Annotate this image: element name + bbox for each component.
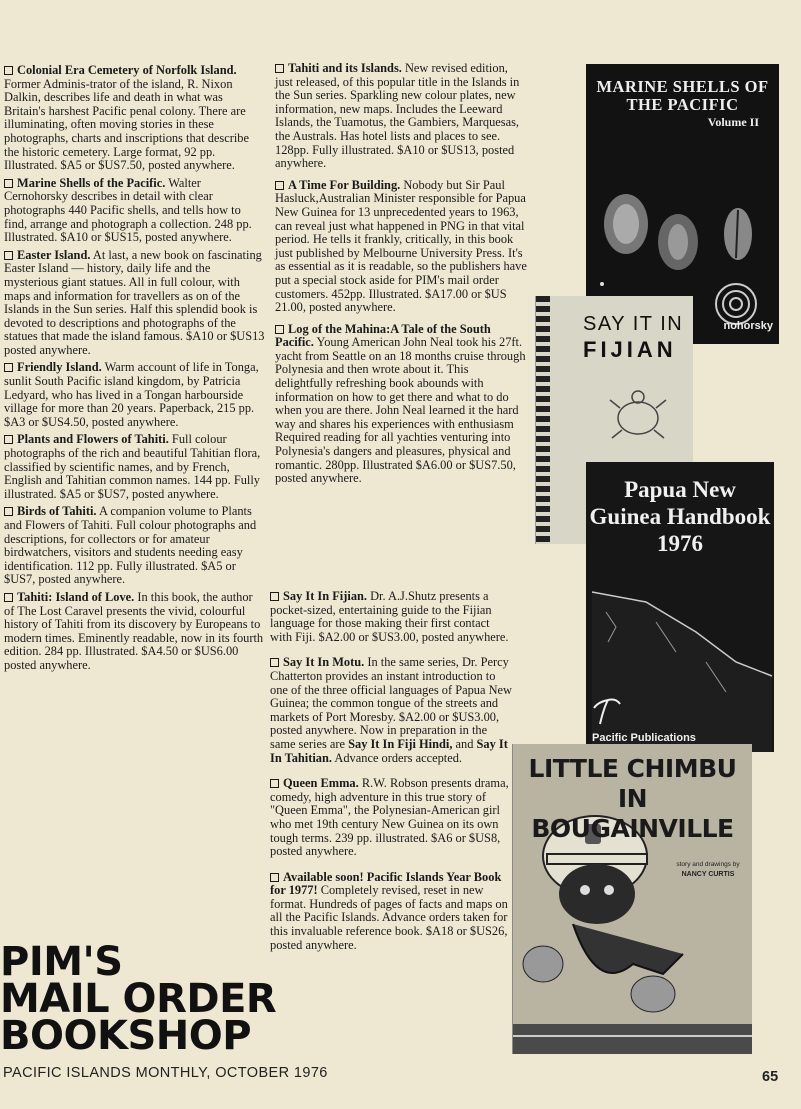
order-checkbox[interactable]	[4, 179, 13, 188]
book-description: Completely revised, reset in new format. Hundreds of pages of facts and maps on all the Pacific Islands. Advance orders taken for this invaluable reference book. $A18 or $US26, posted anywhere.	[270, 883, 508, 952]
order-checkbox[interactable]	[275, 64, 284, 73]
book-entry	[270, 656, 512, 765]
cover-author: nohorsky	[723, 320, 773, 332]
order-checkbox[interactable]	[4, 251, 13, 260]
magazine-footer: PACIFIC ISLANDS MONTHLY, OCTOBER 1976	[3, 1065, 328, 1081]
book-description: A companion volume to Plants and Flowers of Tahiti. Full colour photographs and descriptions, for collectors or for amateur birdwatchers, visitors and students needing easy identification. 112 pp. Fully illustrated. $A5 or $US7, posted anywhere.	[4, 504, 257, 587]
page-number: 65	[762, 1069, 779, 1085]
cover-title-line2: FIJIAN	[583, 337, 677, 362]
bookshop-logo	[0, 939, 277, 1059]
book-entry	[275, 323, 527, 486]
cover-title: MARINE SHELLS OF THE PACIFIC	[596, 77, 769, 114]
column-middle	[275, 62, 527, 494]
book-title: Tahiti and its Islands.	[288, 61, 402, 75]
book-entry	[270, 871, 512, 953]
book-entry	[270, 777, 512, 859]
cover-volume: Volume II	[707, 115, 759, 129]
book-description: New revised edition, just released, of this popular title in the Islands in the Sun series. Sparkling new colour plates, new information, new maps. Includes the Leeward Islands, the Tuamotus, the Gambiers, Marquesas, the Australs. Has hotel lists and places to see. 128pp. Fully illustrated. $A10 or $US13, posted anywhere.	[275, 61, 520, 171]
order-checkbox[interactable]	[4, 363, 13, 372]
book-description: In this book, the author of The Lost Caravel presents the vivid, colourful history of Tahiti from its discovery by Europeans to modern times. Eminently readable, now in its fourth edition. 284 pp. Illustrated. $A4.50 or $US6.00 posted anywhere.	[4, 589, 264, 672]
book-entry	[4, 591, 266, 673]
order-checkbox[interactable]	[4, 66, 13, 75]
book-title: Friendly Island.	[17, 360, 102, 375]
cover-title-line1: SAY IT IN	[583, 313, 684, 335]
logo-line3: BOOKSHOP	[0, 1013, 252, 1059]
book-entry	[270, 590, 512, 644]
credit-name: NANCY CURTIS	[681, 871, 735, 878]
book-entry	[4, 177, 266, 245]
order-checkbox[interactable]	[270, 779, 279, 788]
book-title: Available soon! Pacific Islands Year Book for 1977!	[270, 869, 502, 898]
cover-credit	[676, 860, 740, 880]
book-title: Say It In Fijian.	[283, 589, 367, 603]
book-description: Young American John Neal took his 27ft. yacht from Seattle on an 18 months cruise through Polynesia and then wrote about it. This delightfully refreshing book abounds with information on how to get there and what to do when you are there. John Neal learned it the hard way and shares his experiences with enthusiasm Required reading for all yachties venturing into Polynesia's dangers and pleasures, physical and romantic. 280pp. Illustrated $A6.00 or $US7.50, posted anywhere.	[275, 335, 526, 486]
book-entry	[4, 361, 266, 429]
book-description: and	[452, 736, 477, 751]
book-entry	[4, 249, 266, 358]
book-description: Dr. A.J.Shutz presents a pocket-sized, entertaining guide to the Fijian language for those making their first contact with Fiji. $A2.00 or $US3.00, posted anywhere.	[270, 589, 509, 644]
credit-line: story and drawings by	[676, 861, 740, 868]
book-description: At last, a new book on fascinating Easter Island — history, daily life and the mysterious giant statues. All in full colour, with maps and information for travellers as on of the Islands in the Sun series. Half this splendid book is devoted to descriptions and photographs of the statues that made the island famous. $A10 or $US13 posted anywhere.	[4, 247, 265, 357]
book-title: Easter Island.	[17, 247, 91, 262]
book-title-inline: Say It In Tahitian.	[270, 736, 508, 765]
book-title: Birds of Tahiti.	[17, 504, 97, 519]
order-checkbox[interactable]	[275, 181, 284, 190]
book-description: Full colour photographs of the rich and beautiful Tahitian flora, classified by scientific names, and by French, English and Tahitian common names. 144 pp. Fully illustrated. $A5 or $US7, posted anywhere.	[4, 432, 261, 501]
order-checkbox[interactable]	[275, 325, 284, 334]
order-checkbox[interactable]	[270, 658, 279, 667]
cover-png-handbook	[586, 462, 774, 752]
order-checkbox[interactable]	[4, 593, 13, 602]
book-title: A Time For Building.	[288, 177, 401, 192]
order-checkbox[interactable]	[4, 435, 13, 444]
book-title: Plants and Flowers of Tahiti.	[17, 432, 169, 447]
order-checkbox[interactable]	[4, 507, 13, 516]
logo-line2: MAIL ORDER	[0, 976, 277, 1022]
book-title: Colonial Era Cemetery of Norfolk Island.	[17, 63, 237, 77]
cover-title: LITTLE CHIMBU IN BOUGAINVILLE	[528, 754, 737, 843]
book-description: Walter Cernohorsky describes in detail with clear photographs 440 Pacific shells, and tells how to find, arrange and photograph a collection. 248 pp. Illustrated. $A10 or $US15, posted anywhere.	[4, 175, 252, 245]
book-entry	[4, 505, 266, 587]
book-description: Former Adminis-trator of the island, R. Nixon Dalkin, describes life and death in what was Britain's harshest Pacific penal colony. There are illuminating, often moving stories in these photographs, charts and inscriptions that describe the historic cemetery. Large format, 92 pp. Illustrated. $A5 or $US7.50, posted anywhere.	[4, 76, 249, 173]
order-checkbox[interactable]	[270, 592, 279, 601]
book-title: Queen Emma.	[283, 776, 359, 791]
book-description: Advance orders accepted.	[332, 750, 463, 765]
order-checkbox[interactable]	[270, 873, 279, 882]
book-entry	[275, 179, 527, 315]
book-entry	[275, 62, 527, 171]
cover-title: Papua New Guinea Handbook 1976	[589, 477, 771, 556]
book-title: Log of the Mahina:A Tale of the South Pacific.	[275, 321, 491, 350]
book-title: Tahiti: Island of Love.	[17, 589, 135, 604]
book-description: Nobody but Sir Paul Hasluck,Australian Minister responsible for Papua New Guinea for 13 unprecedented years to 1963, can reveal just what happened in PNG in that vital period. He tells it frankly, critically, in this book just published by Melbourne University Press. It's as essential as it is readable, so the publishers have put a special stock aside for PIM's mail order customers. 452pp. Illustrated. $A17.00 or $US 21.00, posted anywhere.	[275, 177, 527, 315]
book-description: Warm account of life in Tonga, sunlit South Pacific island kingdom, by Patricia Ledyard, who has lived in a Tongan harbourside village for more than 20 years. Paperback, 215 pp. $A3 or $US4.50, posted anywhere.	[4, 360, 259, 429]
book-title-inline: Say It In Fiji Hindi,	[348, 736, 453, 751]
book-description: R.W. Robson presents drama, comedy, high adventure in this true story of "Queen Emma", the Polynesian-American girl who met 19th century New Guinea on its own tough terms. 239 pp. illustrated. $A6 or $US8, posted anywhere.	[270, 776, 509, 859]
book-entry	[4, 64, 266, 173]
column-middle-lower	[270, 590, 512, 964]
cover-little-chimbu	[512, 744, 752, 1054]
book-title: Marine Shells of the Pacific.	[17, 175, 166, 190]
cover-publisher: Pacific Publications	[592, 732, 696, 744]
book-description: In the same series, Dr. Percy Chatterton provides an instant introduction to one of the three official languages of Papua New Guinea; the common tongue of the streets and markets of Port Moresby. $A2.00 or $US3.00, posted anywhere. Now in preparation in the same series are	[270, 655, 512, 751]
cover-title	[583, 311, 693, 363]
book-entry	[4, 433, 266, 501]
logo-line1: PIM'S	[0, 939, 123, 985]
book-title: Say It In Motu.	[283, 655, 365, 670]
column-left	[4, 64, 266, 677]
